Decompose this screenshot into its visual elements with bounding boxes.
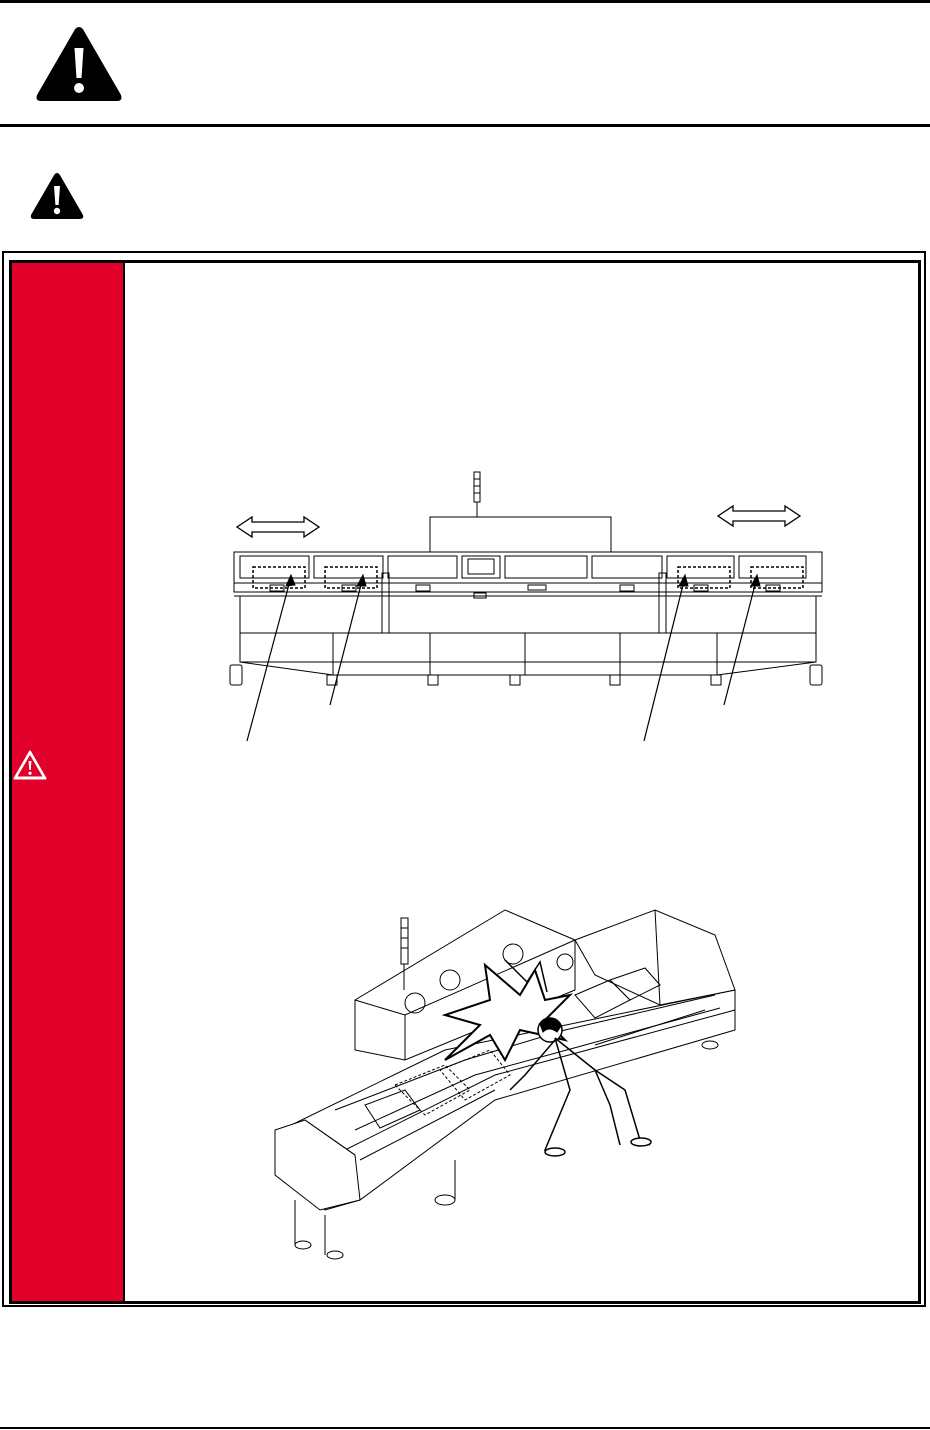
footer-rule xyxy=(0,1427,930,1429)
warning-color-band xyxy=(12,263,123,1301)
warning-triangle-icon xyxy=(13,750,47,780)
double-arrow-icon xyxy=(237,517,319,537)
band-divider xyxy=(123,263,125,1301)
machine-front-view-figure xyxy=(200,465,840,745)
operator-hazard-figure xyxy=(265,900,745,1260)
header-top-rule xyxy=(0,0,930,3)
header-bottom-rule xyxy=(0,124,930,127)
double-arrow-icon xyxy=(718,506,800,526)
warning-triangle-icon xyxy=(34,24,124,104)
warning-triangle-icon xyxy=(29,171,85,221)
